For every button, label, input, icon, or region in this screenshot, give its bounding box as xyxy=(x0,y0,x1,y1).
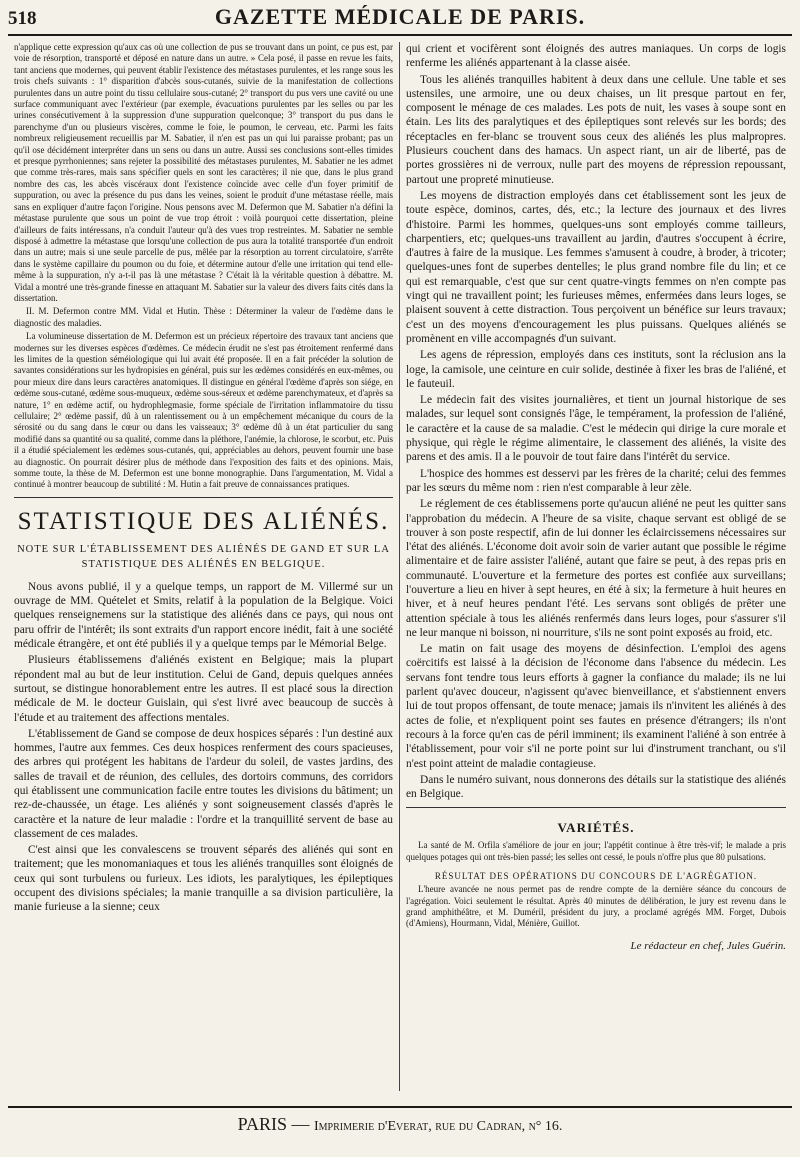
article-paragraph-13: Dans le numéro suivant, nous donnerons des détails sur la statistique des aliénés en Belgique. xyxy=(406,773,786,801)
article-paragraph-1: Nous avons publié, il y a quelque temps, un rapport de M. Villermé sur un ouvrage de MM. Quételet et Smits, relatif à la population de la Belgique. Voici quelques renseignemens sur la statistique des aliénés dans ce pays, qui nous ont paru offrir de l'intérêt; ils sont extraits d'un rapport encore inédit, fait à une société médicale étrangère, et ont été publiés il y a quelque temps par le Mémorial Belge. xyxy=(14,580,393,651)
newspaper-page xyxy=(8,4,792,1149)
varietes-text: La santé de M. Orfila s'améliore de jour en jour; l'appétit continue à être très-vif; le malade a pris quelques potages qui ont très-bien passé; les selles ont cessé, le pouls n'offre plus que 80 pulsations. xyxy=(406,840,786,862)
masthead xyxy=(8,4,792,36)
printer-footer xyxy=(8,1106,792,1135)
article-paragraph-12: Le matin on fait usage des moyens de désinfection. L'emploi des agens coërcitifs est laissé à la décision de l'économe dans l'absence du médecin. Les servans font tendre tous leurs efforts à gagner la confiance du malade; ils ne lui parlent qu'avec douceur, n'agissent qu'avec bienveillance, et s'abstiennent envers lui de tout propos offensant, de toute menace; jamais ils n'invitent les aliénés à des actes de folie, et n'expliquent point ses fautes en présence d'étrangers; ils n'ont recours à la force qu'en cas de péril imminent; ils examinent l'aliéné à son entrée à l'établissement, pour voir s'il ne porte point sur lui d'instrument tranchant, ou s'il n'est point atteint de maladie contagieuse. xyxy=(406,643,786,770)
section-divider xyxy=(14,497,393,498)
defermon-paragraph: La volumineuse dissertation de M. Defermon est un précieux répertoire des travaux tant anciens que modernes sur les diverses espèces d'œdèmes. Ce médecin érudit ne s'est pas étroitement renfermé dans les limites de la question séméiologique qui lui avait été proposée. Il en a fait précéder la solution de savantes considérations sur les hydropisies en général, puis sur les œdèmes considérés en eux-mêmes, ou pour mieux dire dans leurs caractères anatomiques. Il distingue en général l'œdème d'après son siége, en œdème sous-cutané, œdème sous-muqueux, œdème sous-séreux et œdème parenchymateux, et d'après sa nature, 1° en œdème actif, ou hydrophlegmasie, forme spéciale de l'irritation inflammatoire du tissu cellulaire; 2° œdème passif, dû à un ralentissement ou à un empêchement mécanique du cours de la sérosité ou du sang dans le cœur ou dans les vaisseaux; 3° œdème dû à un état particulier du sang modifié dans sa quantité ou sa qualité, comme dans la pléthore, l'anémie, la chlorose, le scorbut, etc. Puis il a étudié spécialement les œdèmes sous-cutanés, qui, appréciables au dehors, peuvent fournir une base au diagnostic. On pourrait désirer plus de méthode dans l'exposition des faits et des opinions. Mais, somme toute, la thèse de M. Defermon est une bonne monographie. Dans l'argumentation, M. Vidal a continué à montrer beaucoup de subtilité : M. Hutin a fait preuve de connaissances pratiques. xyxy=(14,331,393,490)
article-paragraph-8: Les agens de répression, employés dans ces instituts, sont la réclusion ans la loge, la camisole, une ceinture en cuir solide, destinée à fixer les bras de l'aliéné, et le fauteuil. xyxy=(406,349,786,390)
article-paragraph-4: C'est ainsi que les convalescens se trouvent séparés des aliénés qui sont en traitement; que les monomaniaques et tous les aliénés tranquilles sont éloignés de ceux qui sont turbulens ou furieux. Les idiots, les paralytiques, les épileptiques occupent des divisions spéciales; la manie tranquille a sa division particulière, la manie furieuse a la sienne; ceux xyxy=(14,844,393,914)
article-paragraph-10: L'hospice des hommes est desservi par les frères de la charité; celui des femmes par les sœurs du même nom : rien n'est comparable à leur zèle. xyxy=(406,467,786,494)
section-subhead: NOTE SUR L'ÉTABLISSEMENT DES ALIÉNÉS DE GAND ET SUR LA STATISTIQUE DES ALIÉNÉS EN BELGIQUE. xyxy=(17,543,390,570)
result-text: L'heure avancée ne nous permet pas de rendre compte de la dernière séance du concours de l'agrégation. Voici seulement le résultat. Après 40 minutes de délibération, le jury est revenu dans le grand amphithéâtre, et M. Duméril, président du jury, a proclamé agrégés MM. Forget, Dubois (d'Amiens), Hourmann, Vidal, Ménière, Guillot. xyxy=(406,884,786,929)
article-paragraph-2: Plusieurs établissemens d'aliénés existent en Belgique; mais la plupart répondent mal au but de leur institution. Celui de Gand, depuis quelques années surtout, se distingue honorablement entre les autres. Il est placé sous la direction médicale de M. le docteur Guislain, qui s'est livré avec beaucoup de succès à l'étude et au traitement des affections mentales. xyxy=(14,654,393,724)
columns xyxy=(8,42,792,1091)
page-number: 518 xyxy=(8,8,37,29)
article-paragraph-5: qui crient et vocifèrent sont éloignés des autres maniaques. Un corps de logis renferme les aliénés appartenant à la classe aisée. xyxy=(406,43,786,70)
varietes-title: VARIÉTÉS. xyxy=(557,820,635,836)
footer-city: PARIS — xyxy=(237,1114,314,1134)
page-title: GAZETTE MÉDICALE DE PARIS. xyxy=(214,4,586,29)
article-paragraph-3: L'établissement de Gand se compose de deux hospices séparés : l'un destiné aux hommes, l'autre aux femmes. Ces deux hospices renferment des cours spacieuses, des arbres qui protégent les habitans de l'ardeur du soleil, de vastes jardins, des salles de travail et de réunion, des cellules, des dortoirs communs, des corridors qui établissent une communication facile entre toutes les divisions du bâtiment; un rez-de-chaussée, un étage. Les aliénés y sont soigneusement classés d'après le caractère et la nature de leur maladie : l'ordre et la tranquillité servent de base au classement de ces malades. xyxy=(14,727,393,840)
footer-printer: Imprimerie d'Everat, rue du Cadran, n° 16. xyxy=(313,1119,563,1134)
thesis-paragraph: II. M. Defermon contre MM. Vidal et Hutin. Thèse : Déterminer la valeur de l'œdème dans le diagnostic des maladies. xyxy=(14,306,393,328)
article-paragraph-7: Les moyens de distraction employés dans cet établissement sont les jeux de toute espèce, dominos, cartes, dés, etc.; la lecture des journaux et des livres d'histoire. Parmi les hommes, quelques-uns sont employés comme tailleurs, charpentiers, etc; quelques-uns travaillent au jardin, d'autres s'occupent à écrire, d'autres à faire de la musique. Les femmes s'amusent à coudre, à broder, à tricoter; quelques-unes font de superbes dentelles; le plus grand nombre file du lin; et ce qui est remarquable, c'est que sur cent quatre-vingts femmes on n'en compte pas vingt qui ne travaillent point; les furieuses mêmes, enfermées dans leurs loges, se plaisent souvent à cette distraction. Tous perçoivent un bénéfice sur leurs travaux; c'est un des moyens d'encouragement les plus puissans. Quelques aliénés se promènent en ville accompagnés d'un suivant. xyxy=(406,189,786,345)
signature: Le rédacteur en chef, Jules Guérin. xyxy=(630,939,786,952)
left-column xyxy=(8,42,400,1091)
article-paragraph-6: Tous les aliénés tranquilles habitent à deux dans une cellule. Une table et ses ustensiles, une armoire, une ou deux chaises, un lit presque partout en fer, composent le ménage de ces malades. Les pots de nuit, les vases à soupe sont en étain. Les lits des paralytiques et des épileptiques sont relevés sur les bords; des réceptacles en fer-blanc se trouvent sous ceux des aliénés les plus malpropres. Plusieurs couchent dans des hamacs. Un aspect riant, un air de liberté, pas de portes grossières ni de verroux, nulle part des moyens de répression repoussant, partout une propreté minutieuse. xyxy=(406,73,786,186)
article-paragraph-9: Le médecin fait des visites journalières, et tient un journal historique de ses malades, sur lequel sont consignés l'âge, le tempérament, la profession de l'aliéné, le caractère et la cause de sa maladie. C'est le médecin qui dirige la cure morale et physique, qui règle le régime alimentaire, le classement des aliénés, la visite des parens et des amis. Il a le pouvoir de tout faire dans l'intérêt du service. xyxy=(406,394,786,464)
section-title: STATISTIQUE DES ALIÉNÉS. xyxy=(17,507,390,535)
right-column xyxy=(400,42,792,1091)
intro-paragraph: n'applique cette expression qu'aux cas où une collection de pus se trouvant dans un point, ce pus est, par voie de résorption, transporté et déposé en nature dans un autre. » Cela posé, il passe en revue les faits, tant anciens que modernes, qui peuvent établir l'existence des métastases purulentes, et les range sous les trois chefs suivants : 1° disparition d'abcès sous-cutanés, suivie de la manifestation de collections purulentes dans un autre point du tissu cellulaire sous-cutané; 2° transport du pus vers une cavité ou une surface communiquant avec l'extérieur (par exemple, évacuations purulentes par les selles ou par les urines consécutivement à la suppression d'une suppuration quelconque; 3° transport du pus dans le parenchyme d'un ou plusieurs viscères, comme le foie, le poumon, le cerveau, etc. Parmi les faits nombreux religieusement recueillis par M. Sabatier, il n'en est pas un qui lui paraisse probant; pas un qu'il ose décidément interpréter dans un sens ou dans un autre. Aussi ses conclusions sont-elles timides et presque pyrrhoniennes; sans rejeter la possibilité des métastases purulentes, M. Sabatier ne les admet que comme très-rares, mais sans spécifier quels en sont les caractères; il nie que, dans le plus grand nombre des cas, les abcès viscéraux dont l'existence coïncide avec celle d'un foyer primitif de suppuration, ou avec la présence du pus dans les veines, soient le produit d'une métastase réelle, mais sans en expliquer d'autre façon l'origine. Nous pensons avec M. Defermon que M. Sabatier n'a défini la métastase purulente que sous un point de vue trop étroit : voilà pourquoi cette dissertation, pleine d'ailleurs de faits intéressans, n'a conduit l'auteur qu'à des vues trop restreintes. M. Sabatier ne semble disposé à admettre la métastase que lorsqu'une collection de pus aura la totalité transportée d'un endroit dans un autre; mais si une seule parcelle de pus, mêlée par la résorption au torrent circulatoire, s'arrête dans le système capillaire du poumon ou du foie, et détermine autour d'elle une irritation qui tend elle-même à la suppuration, n'y a-t-il pas là une métastase ? C'était là la véritable question à débattre. M. Vidal a montré une très-grande finesse en attaquant M. Sabatier sur la valeur des divers faits cités dans la dissertation. xyxy=(14,42,393,303)
varietes-divider xyxy=(406,807,786,808)
article-paragraph-11: Le réglement de ces établissemens porte qu'aucun aliéné ne peut les quitter sans l'approbation du médecin. A l'heure de sa visite, chaque servant est obligé de se trouver à son poste respectif, afin de lui donner les éclaircissemens nécessaires sur l'état des aliénés. L'économe doit avoir soin de varier autant que possible le régime alimentaire et de faire assister l'aliéné, autant que faire se peut, à des repas pris en communauté. L'ouverture et la fermeture des portes est confiée aux surveillans; l'ouverture a lieu en hiver à sept heures, en été à six; la fermeture à huit heures en hiver, et à neuf heures pendant l'été. Les servans sont obligés de prêter une attention spéciale à tous les aliénés renfermés dans leurs loges, pour s'assurer s'il ne leur manque ni boisson, ni nourriture, s'ils ne sont point exposés au froid, etc. xyxy=(406,498,786,639)
result-title: RÉSULTAT DES OPÉRATIONS DU CONCOURS DE L'AGRÉGATION. xyxy=(434,871,758,882)
